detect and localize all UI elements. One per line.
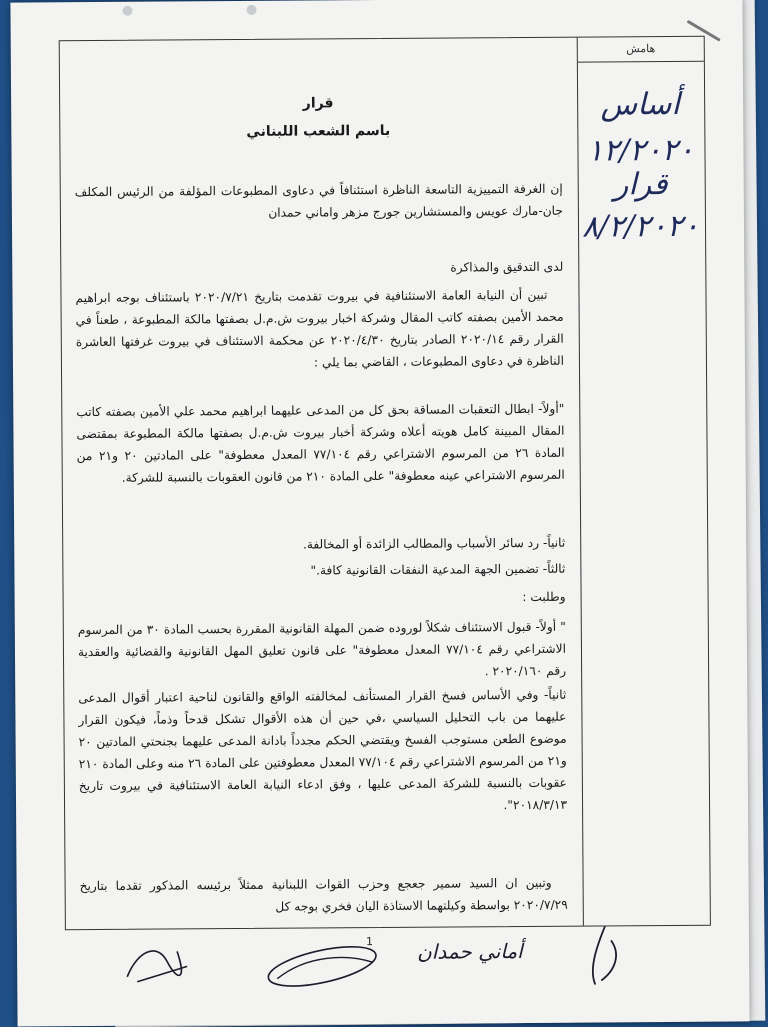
quoted-decision-3: ثالثاً- تضمين الجهة المدعية النفقات القانونية كافة." (310, 561, 566, 578)
punch-hole (246, 5, 256, 15)
signatures-area (17, 907, 768, 1022)
requested-heading: وطلبت : (522, 589, 566, 605)
signature (117, 931, 197, 992)
document-subtitle: باسم الشعب اللبناني (246, 122, 391, 140)
document-title: قرار (302, 95, 334, 112)
margin-note: ١٢/٢٠٢٠ (586, 132, 694, 169)
request-1: " أولاً- قبول الاستئناف شكلاً لوروده ضمن المهلة القانونية المقررة بحسب المادة ٣٠ من المرسوم الاشتراعي رقم ٧٧/١٠٤ المعدل معطوفة" على قانون تعليق المهل القانونية والقضائية والعقدية رقم ٢٠٢٠/١٦٠ . (77, 619, 567, 679)
page-number: 1 (365, 935, 374, 949)
page-frame (59, 36, 711, 949)
request-2: ثانياً- وفي الأساس فسخ القرار المستأنف لمخالفته الواقع والقانون لناحية اعتبار أقوال المدعى عليهما من باب التحليل السياسي ،في حين أن هذه الأقوال تشكل قدحاً وذماً، فيكون القرار موضوع الطعن مستوجب الفسخ ويقتضي الحكم مجدداً بادانة المدعى عليهما بجنحتي المادتين ٢٠ و٢١ من المرسوم الاشتراعي رقم ٧٧/١٠٤ المعدل معطوفتين على المادة ٢٦ منه وعلى المادة ٢١٠ عقوبات بالنسبة للشركة المدعى عليها ، وفق ادعاء النيابة العامة الاستئنافية في بيروت تاريخ ٢٠١٨/٣/١٣". (78, 687, 568, 813)
margin-column (577, 37, 710, 926)
quoted-decision-1: "أولاً- ابطال التعقبات المساقة بحق كل من المدعى عليهما ابراهيم محمد علي الأمين بصفته كاتب المقال المبينة كامل هويته أعلاه وشركة أخبار بيروت ش.م.ل بصفتها مالكة المطبوعة بمقتضى المادة ٢٦ من المرسوم الاشتراعي رقم ٧٧/١٠٤ المعدل معطوفة" على المادتين ٢٠ و٢١ من المرسوم الاشتراعي عينه معطوفة" على المادة ٢١٠ من قانون العقوبات بالنسبة للشركة. (76, 401, 565, 485)
margin-note: أساس (600, 86, 680, 123)
deliberation-heading: لدى التدقيق والمذاكرة (450, 259, 564, 275)
margin-header: هامش (578, 37, 704, 63)
signature (257, 934, 387, 995)
signature (565, 920, 635, 990)
margin-note: قرار (613, 166, 668, 203)
facts-paragraph-2: وتبين ان السيد سمير جعجع وحزب القوات اللبنانية ممثلاً برئيسه المذكور تقدما بتاريخ ٢٠٢٠/٧/٢٩ بواسطة وكيلتهما الاستاذة اليان فخري بوجه كل (79, 875, 568, 914)
quoted-decision-2: ثانياً- رد سائر الأسباب والمطالب الزائدة أو المخالفة. (302, 535, 566, 552)
margin-note: ٨/٢/٢٠٢٠ (581, 208, 700, 245)
facts-paragraph: تبين أن النيابة العامة الاستئنافية في بيروت تقدمت بتاريخ ٢٠٢٠/٧/٢١ باستئناف بوجه ابراهيم محمد الأمين بصفته كاتب المقال وشركة اخبار بيروت ش.م.ل بصفتها مالكة المطبوعة ، طعناً في القرار رقم ٢٠٢٠/١٤ الصادر بتاريخ ٢٠٢٠/٤/٣٠ عن محكمة الاستئناف في بيروت غرفتها العاشرة الناظرة في دعاوى المطبوعات ، القاضي بما يلي : (75, 287, 564, 370)
document-body (60, 38, 582, 930)
punch-hole (122, 6, 132, 16)
signature: أماني حمدان (416, 939, 523, 964)
intro-paragraph: إن الغرفة التمييزية التاسعة الناظرة استئنافاً في دعاوى المطبوعات المؤلفة من الرئيس المكلف جان-مارك عويس والمستشارين جورج مزهر واماني حمدان (74, 181, 563, 220)
document-page (10, 0, 749, 1027)
